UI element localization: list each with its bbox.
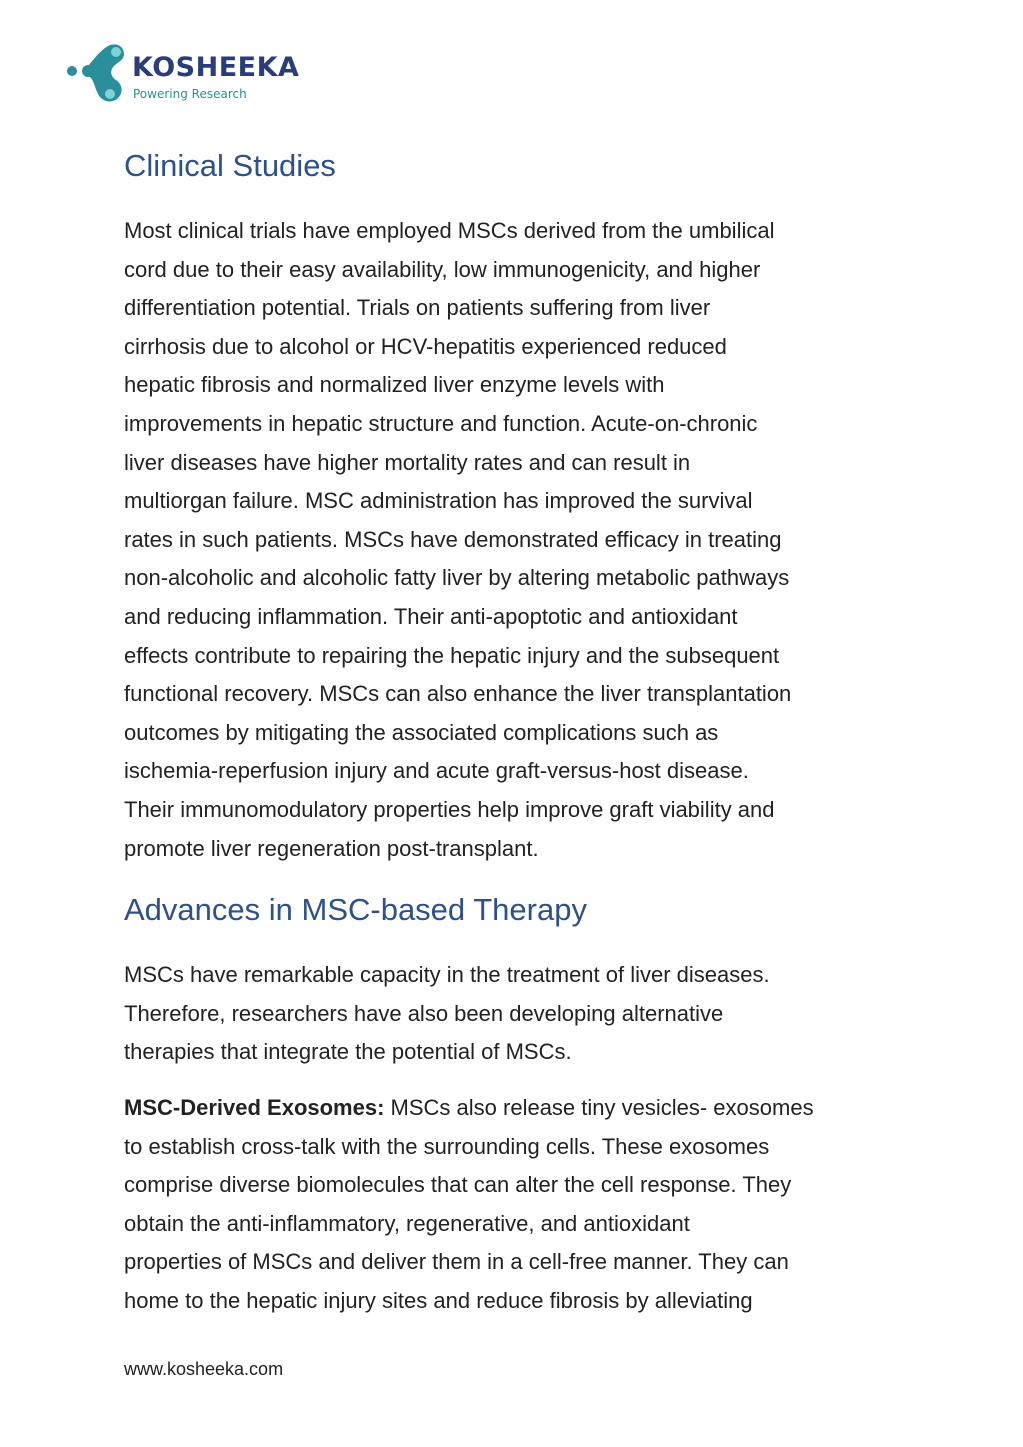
footer-website-link[interactable]: www.kosheeka.com <box>124 1359 284 1379</box>
text-line: cord due to their easy availability, low immunogenicity, and higher <box>124 256 761 282</box>
brand-name: KOSHEEKA <box>132 52 300 83</box>
text-line: non-alcoholic and alcoholic fatty liver by altering metabolic pathways <box>124 565 790 591</box>
text-line: effects contribute to repairing the hepatic injury and the subsequent <box>124 642 780 668</box>
exosomes-paragraph <box>124 1089 904 1321</box>
text-line <box>124 1089 904 1128</box>
brand-logo <box>64 38 354 108</box>
clinical-studies-paragraph <box>124 212 904 868</box>
text-line: therapies that integrate the potential of MSCs. <box>124 1039 572 1065</box>
text-line: liver diseases have higher mortality rates and can result in <box>124 449 691 475</box>
text-line: obtain the anti-inflammatory, regenerative, and antioxidant <box>124 1210 690 1236</box>
exosomes-first-line: MSCs also release tiny vesicles- exosomes <box>384 1095 814 1120</box>
text-line: cirrhosis due to alcohol or HCV-hepatitis experienced reduced <box>124 333 727 359</box>
text-line: ischemia-reperfusion injury and acute graft-versus-host disease. <box>124 758 749 784</box>
brand-tagline: Powering Research <box>133 87 247 101</box>
text-line: Therefore, researchers have also been developing alternative <box>124 1000 724 1026</box>
section-heading-advances: Advances in MSC-based Therapy <box>124 892 587 927</box>
text-line: to establish cross-talk with the surrounding cells. These exosomes <box>124 1133 770 1159</box>
text-line: improvements in hepatic structure and function. Acute-on-chronic <box>124 410 758 436</box>
text-line: multiorgan failure. MSC administration has improved the survival <box>124 488 753 514</box>
text-line: MSCs have remarkable capacity in the treatment of liver diseases. <box>124 962 770 987</box>
advances-intro-paragraph <box>124 956 904 1072</box>
text-line: home to the hepatic injury sites and reduce fibrosis by alleviating <box>124 1287 753 1313</box>
section-heading-clinical-studies: Clinical Studies <box>124 148 336 183</box>
exosomes-label: MSC-Derived Exosomes: <box>124 1095 385 1120</box>
text-line: Most clinical trials have employed MSCs derived from the umbilical <box>124 218 775 243</box>
text-line: properties of MSCs and deliver them in a cell-free manner. They can <box>124 1249 789 1275</box>
text-line: hepatic fibrosis and normalized liver enzyme levels with <box>124 372 665 398</box>
text-line: rates in such patients. MSCs have demonstrated efficacy in treating <box>124 526 782 552</box>
text-line: Their immunomodulatory properties help improve graft viability and <box>124 796 775 822</box>
text-line: promote liver regeneration post-transplant. <box>124 835 539 861</box>
text-line: comprise diverse biomolecules that can alter the cell response. They <box>124 1172 792 1198</box>
kosheeka-molecule-icon <box>64 38 130 108</box>
text-line: functional recovery. MSCs can also enhance the liver transplantation <box>124 681 792 707</box>
text-line: and reducing inflammation. Their anti-apoptotic and antioxidant <box>124 603 738 629</box>
text-line: differentiation potential. Trials on patients suffering from liver <box>124 295 711 321</box>
text-line: outcomes by mitigating the associated complications such as <box>124 719 719 745</box>
